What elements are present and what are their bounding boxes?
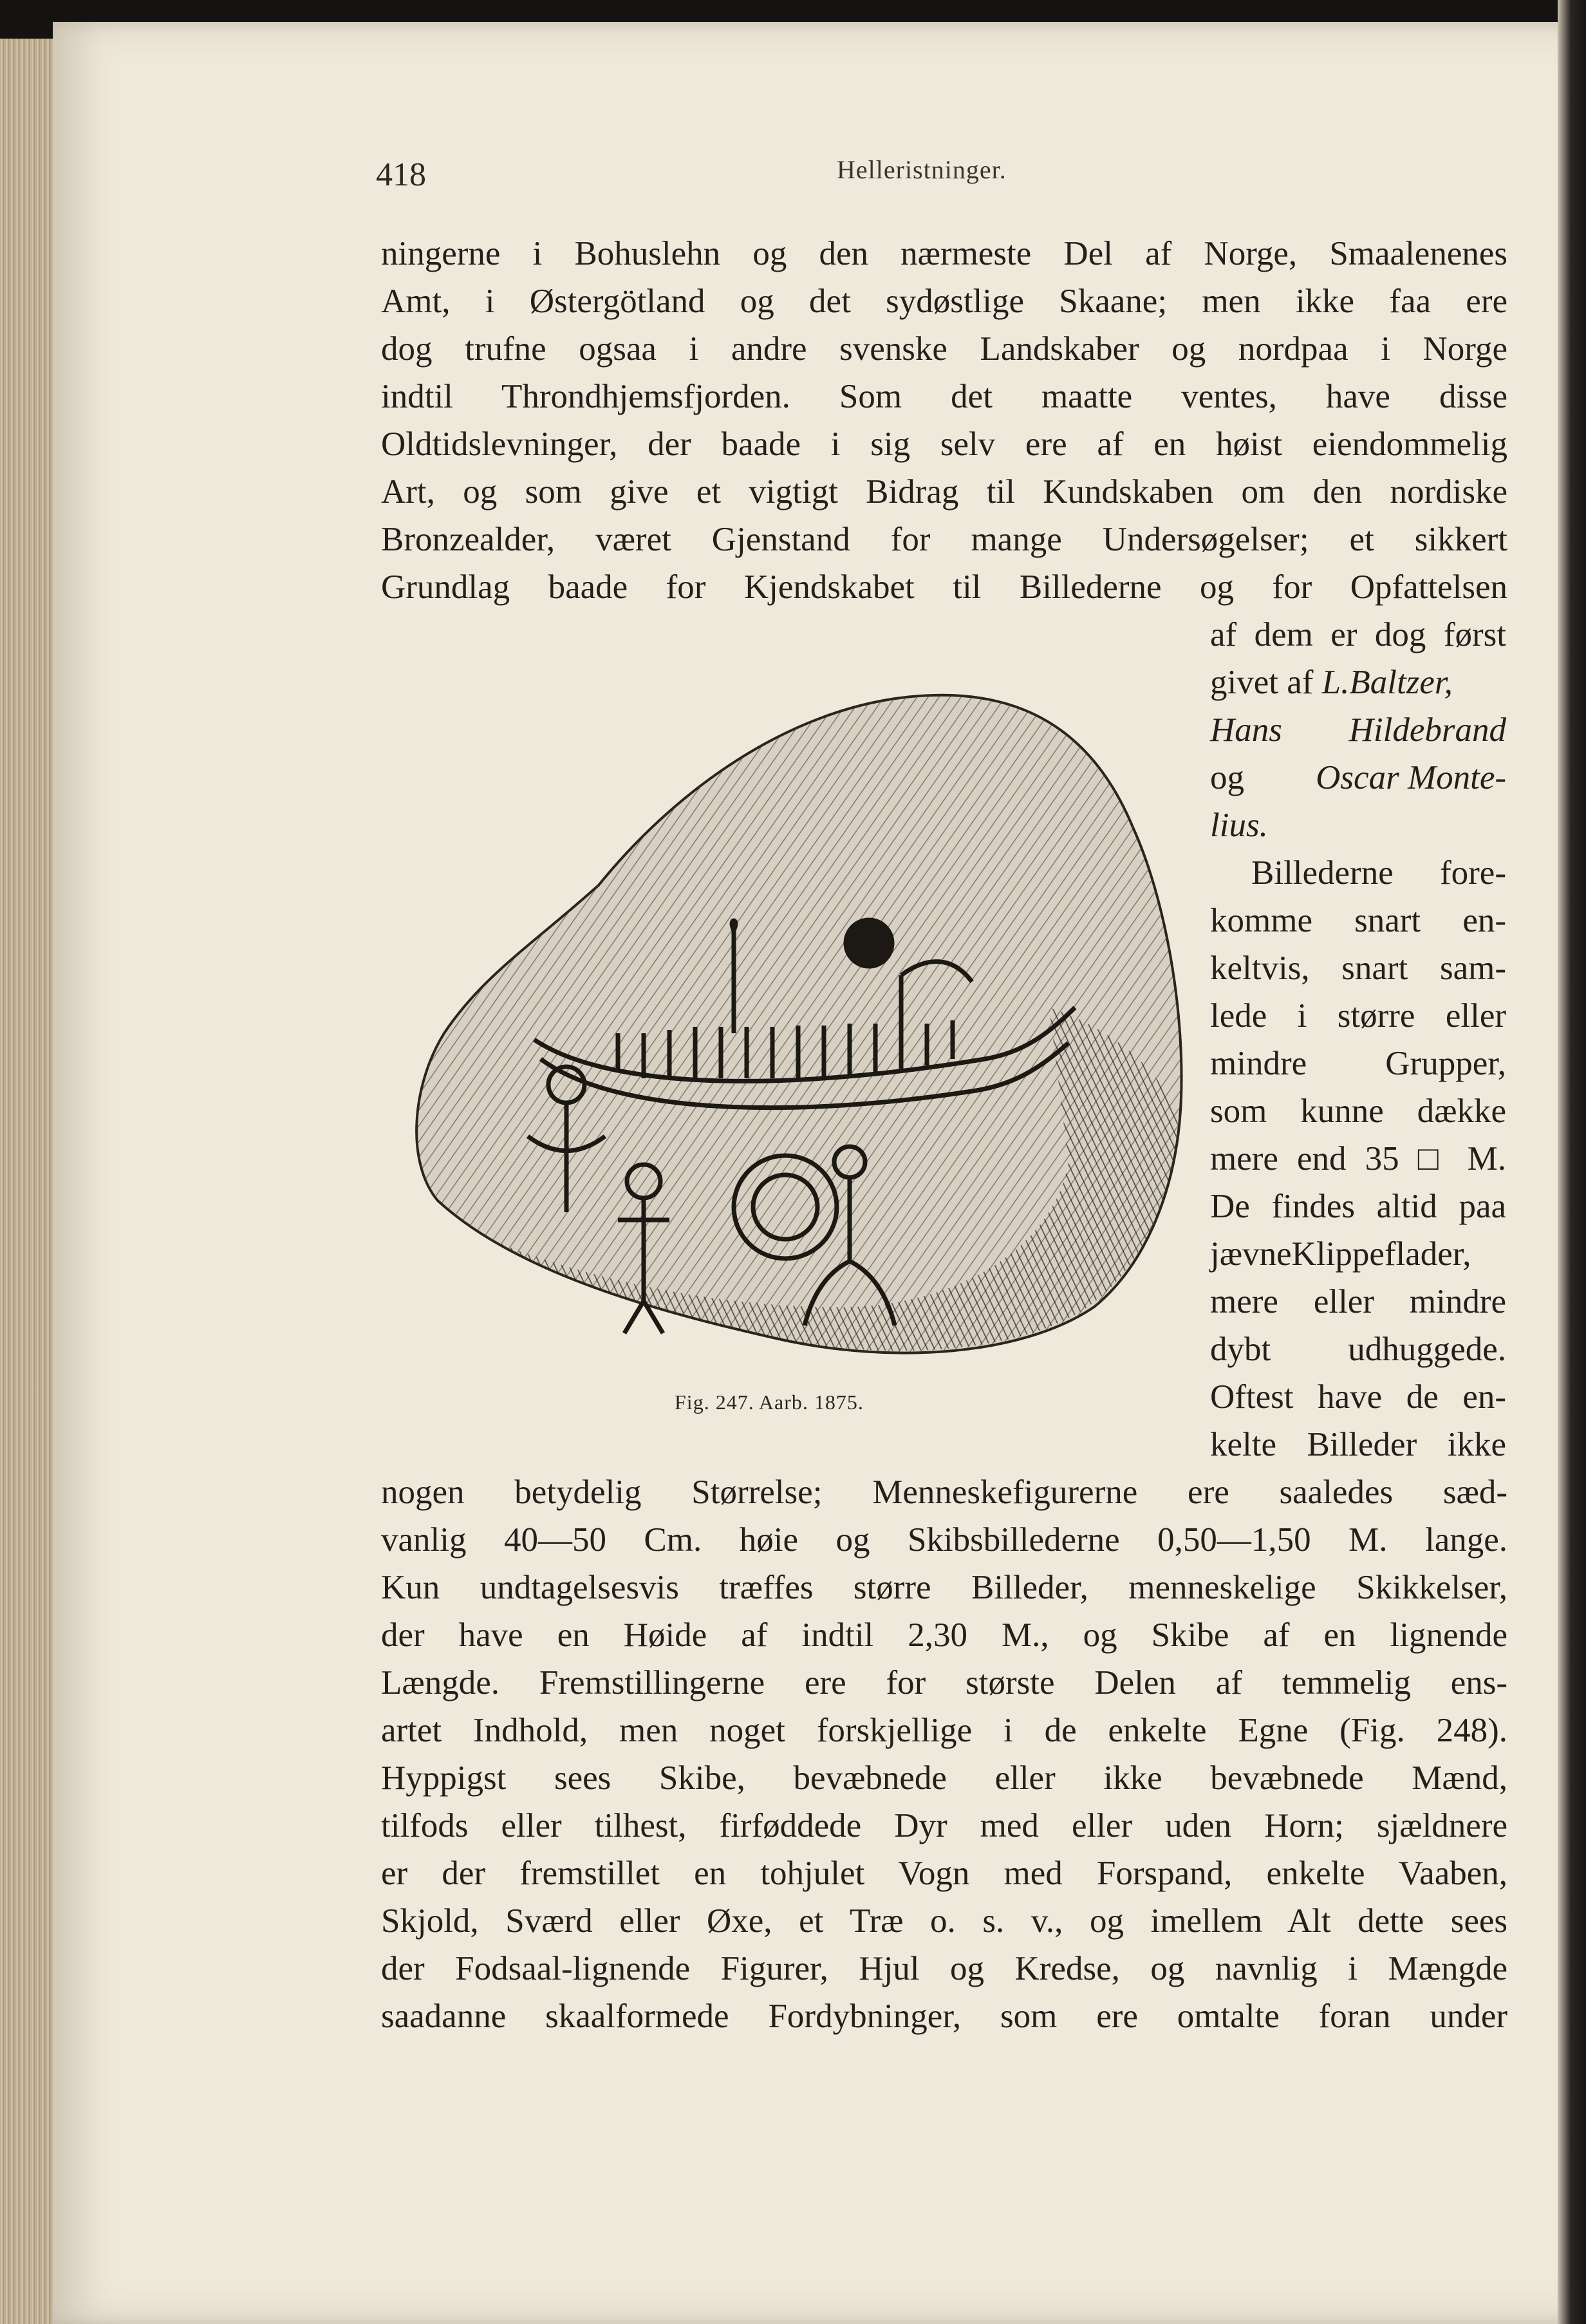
sun-disk: [846, 920, 892, 966]
text-line: Længde. Fremstillingerne ere for største Delen af temmelig ens-: [381, 1664, 1507, 1701]
side-text-line: af dem er dog først: [1210, 616, 1506, 653]
running-title: Helleristninger.: [837, 155, 1007, 184]
text-line: Kun undtagelsesvis træffes større Billeder, menneskelige Skikkelser,: [381, 1569, 1507, 1606]
side-text-line: mere eller mindre: [1210, 1283, 1506, 1320]
side-text-line: De findes altid paa: [1210, 1188, 1506, 1225]
side-text-line: komme snart en-: [1210, 902, 1506, 939]
text-line: tilfods eller tilhest, firføddede Dyr med eller uden Horn; sjældnere: [381, 1807, 1507, 1844]
text-line: artet Indhold, men noget forskjellige i de enkelte Egne (Fig. 248).: [381, 1712, 1507, 1749]
side-text-line: Billederne fore-: [1251, 854, 1506, 892]
text-line: dog trufne ogsaa i andre svenske Landskaber og nordpaa i Norge: [381, 330, 1507, 368]
side-text-line: Oftest have de en-: [1210, 1378, 1506, 1416]
text-line: vanlig 40—50 Cm. høie og Skibsbillederne 0,50—1,50 M. lange.: [381, 1521, 1507, 1559]
page-number: 418: [376, 156, 426, 193]
text-line: Oldtidslevninger, der baade i sig selv ere af en høist eiendommelig: [381, 426, 1507, 463]
text-line: Bronzealder, været Gjenstand for mange Undersøgelser; et sikkert: [381, 521, 1507, 558]
raised-staff: [732, 921, 736, 1033]
text-line: ningerne i Bohuslehn og den nærmeste Del af Norge, Smaalenenes: [381, 235, 1507, 272]
page-right-edge: [1558, 0, 1586, 2324]
side-text-line: kelte Billeder ikke: [1210, 1426, 1506, 1463]
author-name: Hans Hildebrand: [1210, 711, 1506, 749]
book-page-edges: [0, 39, 59, 2324]
side-text-fragment: givet af: [1210, 664, 1314, 701]
text-line: Skjold, Sværd eller Øxe, et Træ o. s. v., og imellem Alt dette sees: [381, 1902, 1507, 1940]
text-line: der Fodsaal-lignende Figurer, Hjul og Kredse, og navnlig i Mængde: [381, 1950, 1507, 1987]
text-line: Grundlag baade for Kjendskabet til Billederne og for Opfattelsen: [381, 568, 1507, 606]
text-line: Art, og som give et vigtigt Bidrag til Kundskaben om den nordiske: [381, 473, 1507, 511]
text-line: indtil Throndhjemsfjorden. Som det maatte ventes, have disse: [381, 378, 1507, 415]
side-text-line: jævneKlippeflader,: [1210, 1235, 1471, 1273]
text-line: Amt, i Østergötland og det sydøstlige Skaane; men ikke faa ere: [381, 283, 1507, 320]
author-name: L.Baltzer,: [1321, 664, 1453, 701]
text-line: der have en Høide af indtil 2,30 M., og Skibe af en lignende: [381, 1616, 1507, 1654]
side-text-line: [1210, 666, 1453, 700]
side-text-line: mere end 35 □ M.: [1210, 1140, 1506, 1177]
side-text-line: som kunne dække: [1210, 1092, 1506, 1130]
side-text-fragment: og: [1210, 759, 1244, 796]
text-line: saadanne skaalformede Fordybninger, som ere omtalte foran under: [381, 1998, 1507, 2035]
side-text-line: dybt udhuggede.: [1210, 1331, 1506, 1368]
side-text-line: lede i større eller: [1210, 997, 1506, 1035]
figure-caption: Fig. 247. Aarb. 1875.: [675, 1391, 864, 1414]
text-line: nogen betydelig Størrelse; Menneskefigurerne ere saaledes sæd-: [381, 1474, 1507, 1511]
rock-carving-illustration: [406, 673, 1210, 1374]
side-text-line: mindre Grupper,: [1210, 1045, 1506, 1082]
author-name: Oscar Monte-: [1316, 759, 1506, 796]
side-text-line: keltvis, snart sam-: [1210, 950, 1506, 987]
author-name: lius.: [1210, 807, 1268, 844]
text-line: Hyppigst sees Skibe, bevæbnede eller ikke bevæbnede Mænd,: [381, 1759, 1507, 1797]
side-text-line: [1210, 761, 1506, 795]
text-line: er der fremstillet en tohjulet Vogn med Forspand, enkelte Vaaben,: [381, 1855, 1507, 1892]
